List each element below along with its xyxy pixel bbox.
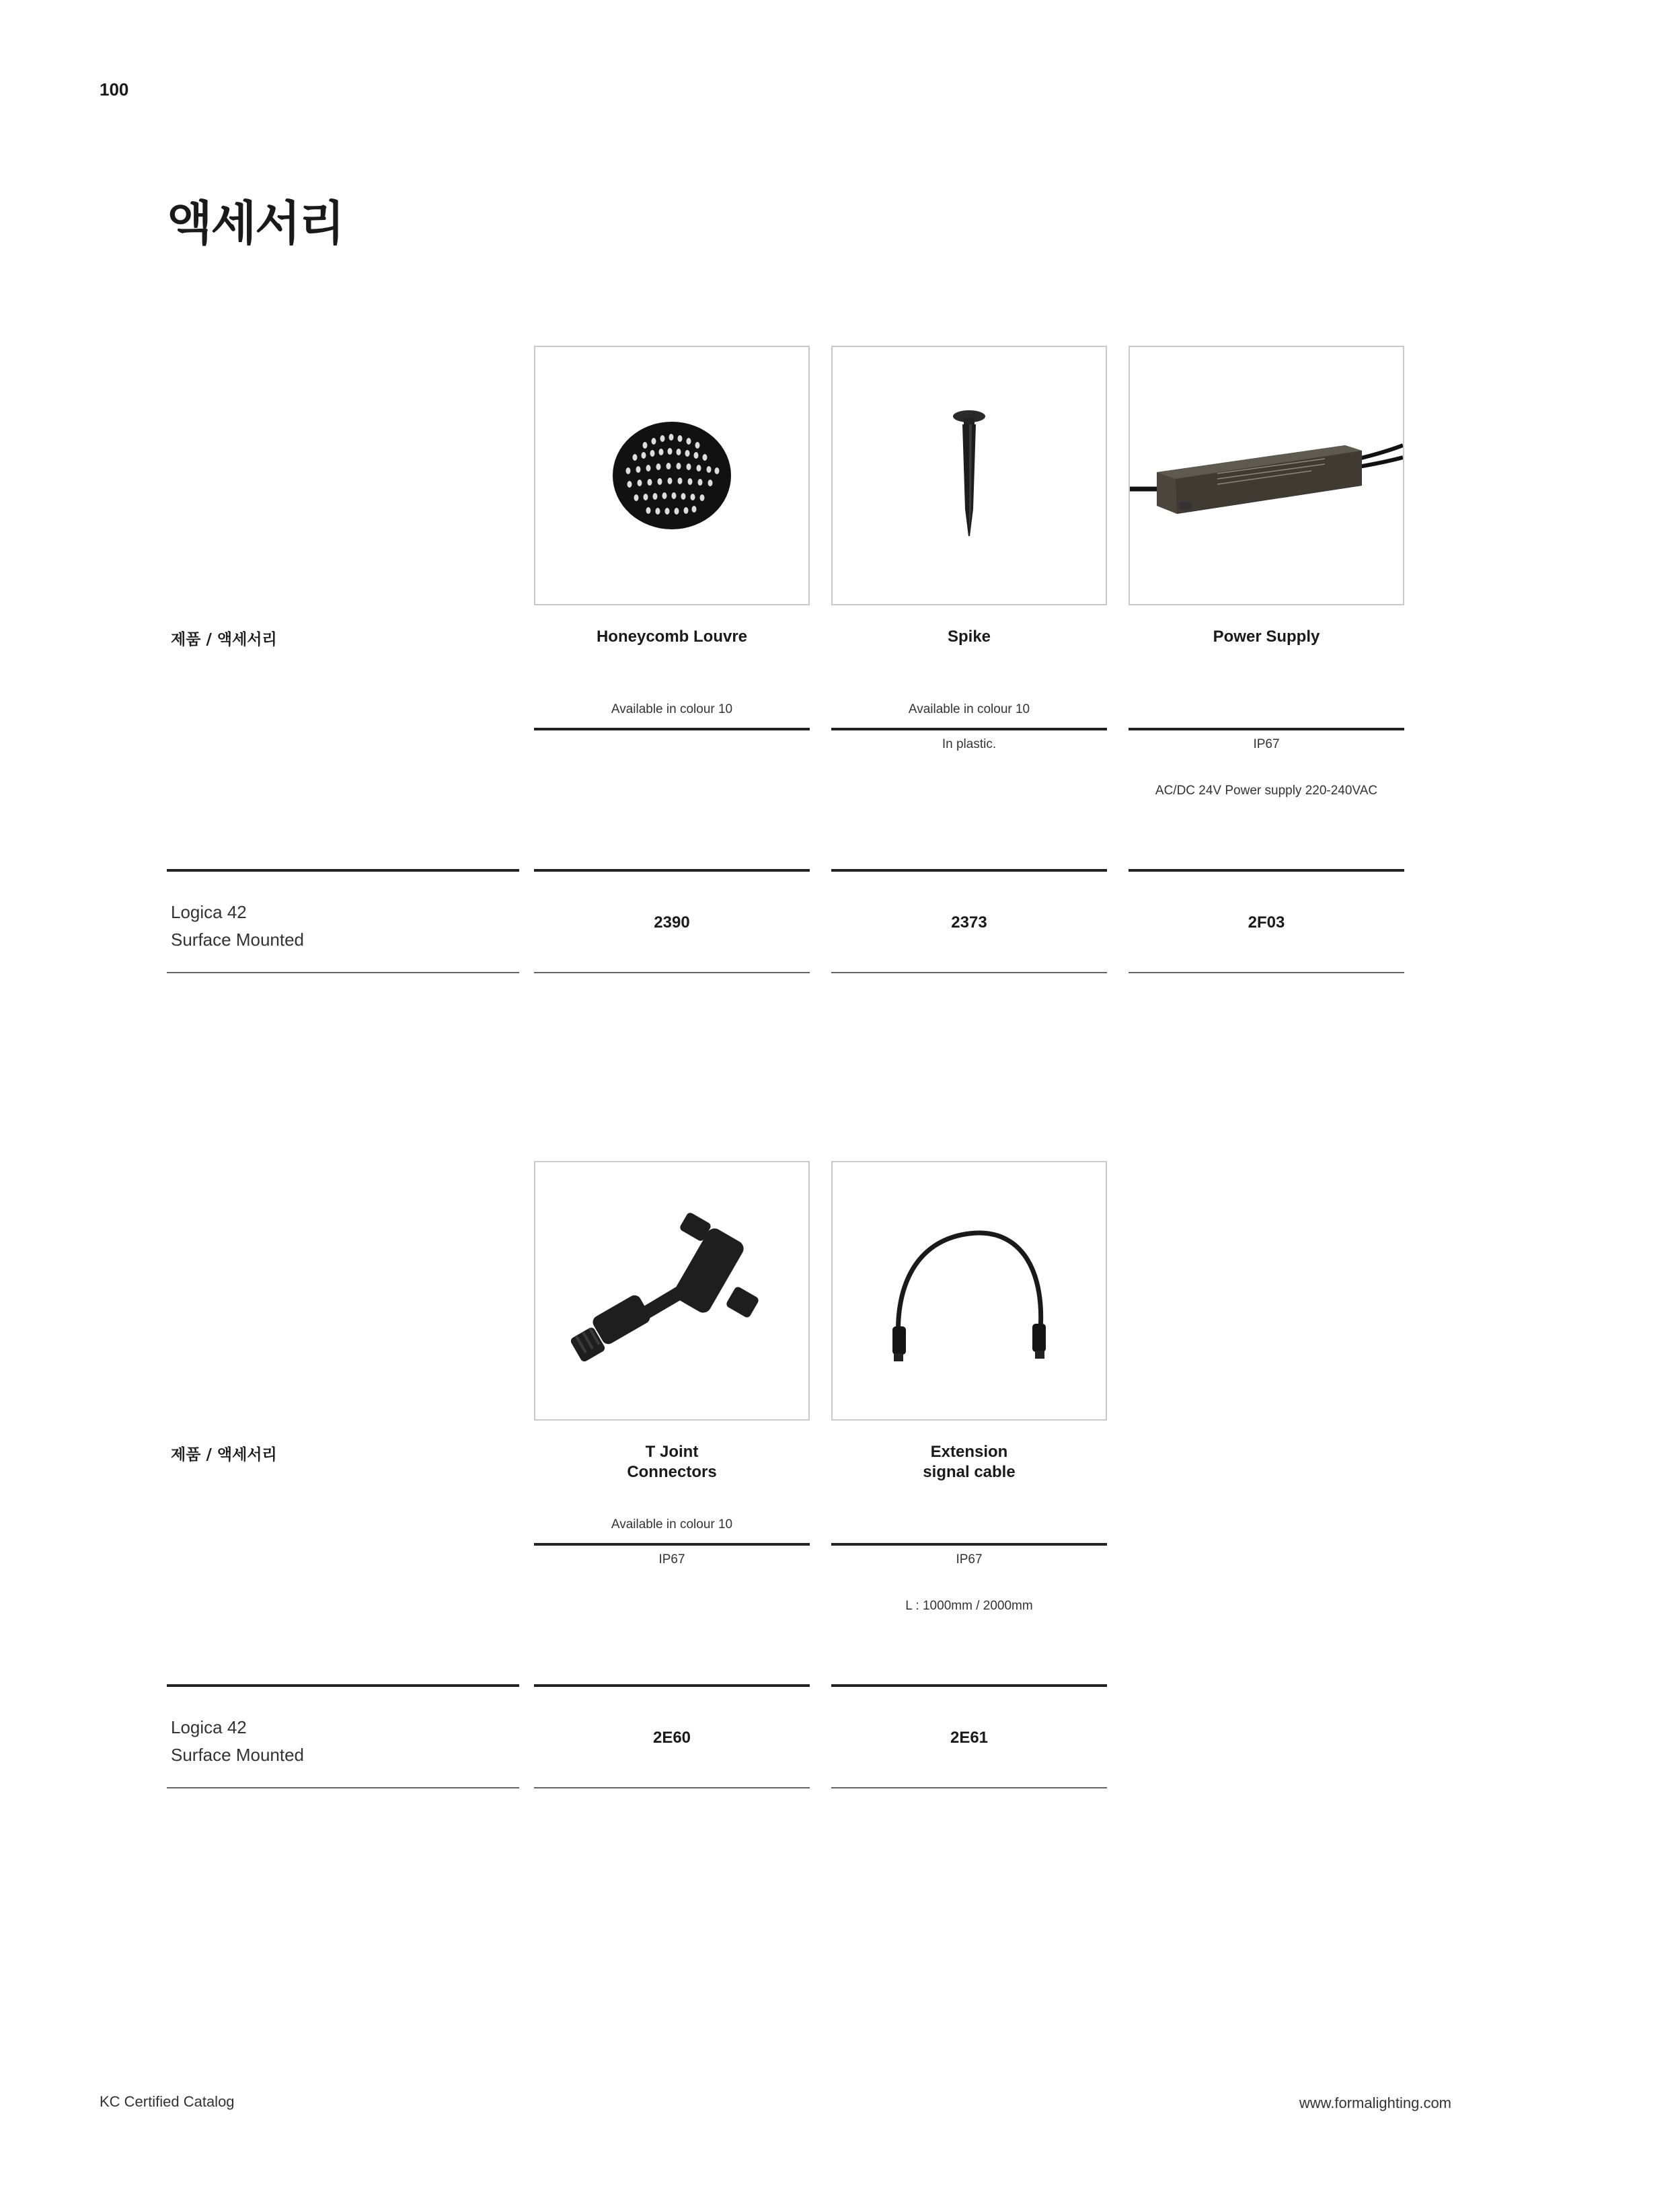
extension-cable-image [831, 1161, 1107, 1421]
spec-line: IP67 [658, 1552, 685, 1567]
series-line: Logica 42 [171, 902, 247, 922]
footer-website-link[interactable]: www.formalighting.com [1299, 2095, 1451, 2111]
page-title: 액세서리 [167, 196, 344, 251]
divider [167, 1787, 519, 1788]
honeycomb-louvre-icon [608, 418, 736, 533]
series-line: Logica 42 [171, 1717, 247, 1737]
product-code: 2E60 [652, 1729, 691, 1747]
divider [167, 972, 519, 973]
product-code: 2390 [654, 913, 690, 932]
product-name: Power Supply [1213, 628, 1320, 646]
series-line: Surface Mounted [171, 930, 305, 950]
series-line: Surface Mounted [171, 1745, 305, 1765]
power-supply-icon [1130, 425, 1403, 526]
extension-cable-icon [868, 1213, 1070, 1368]
series-name [171, 899, 304, 954]
product-name [831, 1442, 1107, 1482]
product-code: 2373 [951, 913, 987, 932]
divider [534, 1787, 810, 1788]
divider [534, 972, 810, 973]
divider [1129, 869, 1404, 872]
product-name: Honeycomb Louvre [596, 628, 748, 646]
divider [1129, 728, 1404, 730]
divider [831, 728, 1107, 730]
divider [534, 1684, 810, 1687]
product-code: 2F03 [1248, 913, 1285, 932]
product-name-line: Connectors [627, 1463, 717, 1481]
divider [534, 728, 810, 730]
divider [534, 1543, 810, 1546]
spec-line: L : 1000mm / 2000mm [905, 1599, 1033, 1613]
product-label: 제품 / 액세서리 [171, 1446, 277, 1464]
product-name-line: Extension [930, 1443, 1008, 1461]
availability-text: Available in colour 10 [611, 702, 733, 716]
divider [534, 869, 810, 872]
product-name [534, 1442, 810, 1482]
page-number: 100 [100, 79, 129, 100]
product-label: 제품 / 액세서리 [171, 631, 277, 648]
spec-line: IP67 [956, 1552, 983, 1567]
spec-line: In plastic. [942, 737, 997, 751]
power-supply-image [1129, 346, 1404, 605]
divider [1129, 972, 1404, 973]
divider [831, 972, 1107, 973]
product-name-line: signal cable [923, 1463, 1016, 1481]
honeycomb-louvre-image [534, 346, 810, 605]
product-code: 2E61 [950, 1729, 989, 1747]
availability-text: Available in colour 10 [611, 1517, 733, 1532]
product-name-line: T Joint [645, 1443, 699, 1461]
divider [831, 1543, 1107, 1546]
t-joint-connector-image [534, 1161, 810, 1421]
spec-line: AC/DC 24V Power supply 220-240VAC [1155, 784, 1378, 798]
product-name: Spike [947, 628, 991, 646]
t-joint-connector-icon [561, 1203, 783, 1378]
spec-line: IP67 [1253, 737, 1280, 751]
divider [831, 869, 1107, 872]
series-name [171, 1714, 304, 1769]
footer-catalog-label: KC Certified Catalog [100, 2093, 235, 2110]
spike-image [831, 346, 1107, 605]
availability-text: Available in colour 10 [908, 702, 1030, 716]
divider [831, 1787, 1107, 1788]
divider [831, 1684, 1107, 1687]
divider [167, 1684, 519, 1687]
spike-icon [949, 408, 989, 543]
divider [167, 869, 519, 872]
